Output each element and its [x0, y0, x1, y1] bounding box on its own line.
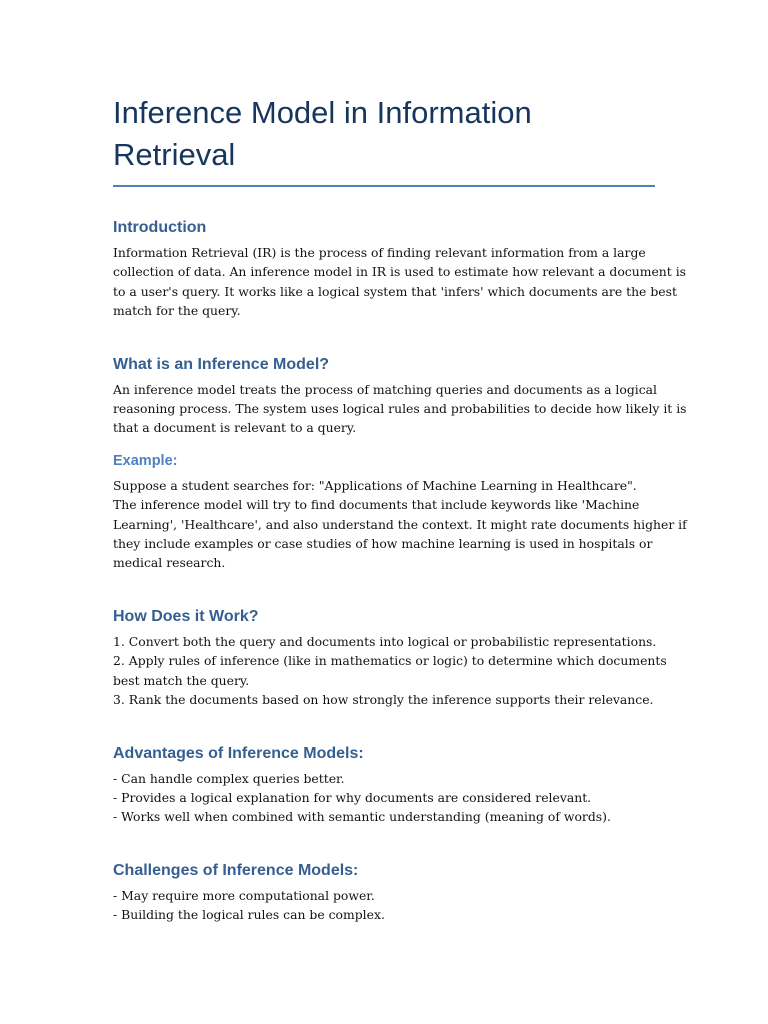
list-item: 3. Rank the documents based on how strongly the inference supports their relevance.	[113, 692, 654, 708]
advantages-list	[113, 769, 655, 827]
advantages-heading: Advantages of Inference Models:	[113, 744, 364, 762]
section-challenges	[113, 861, 655, 925]
text-line: Learning', 'Healthcare', and also understand the context. It might rate documents higher if	[113, 516, 687, 532]
section-advantages	[113, 744, 655, 827]
text-line: that a document is relevant to a query.	[113, 420, 357, 436]
text-line: collection of data. An inference model in IR is used to estimate how relevant a document is	[113, 264, 687, 280]
list-item: - Works well when combined with semantic understanding (meaning of words).	[113, 809, 611, 825]
section-how	[113, 607, 667, 710]
list-item: - Provides a logical explanation for why documents are considered relevant.	[113, 789, 592, 805]
example-paragraph	[113, 476, 687, 573]
how-heading: How Does it Work?	[113, 607, 259, 625]
list-item: 2. Apply rules of inference (like in mathematics or logic) to determine which documents	[113, 653, 667, 669]
list-item: best match the query.	[113, 672, 250, 688]
how-steps	[113, 632, 667, 710]
title-underline	[113, 185, 655, 187]
text-line: An inference model treats the process of matching queries and documents as a logical	[113, 381, 658, 397]
text-line: reasoning process. The system uses logical rules and probabilities to decide how likely it is	[113, 401, 687, 417]
text-line: Information Retrieval (IR) is the process of finding relevant information from a large	[113, 245, 646, 260]
list-item: - Building the logical rules can be complex.	[113, 907, 385, 923]
what-is-heading: What is an Inference Model?	[113, 355, 330, 373]
text-line: to a user's query. It works like a logical system that 'infers' which documents are the best	[113, 283, 677, 299]
list-item: - May require more computational power.	[113, 887, 375, 903]
challenges-heading: Challenges of Inference Models:	[113, 861, 359, 879]
introduction-heading: Introduction	[113, 219, 207, 236]
what-is-paragraph	[113, 380, 687, 438]
list-item: 1. Convert both the query and documents into logical or probabilistic representations.	[113, 633, 657, 649]
challenges-list	[113, 886, 655, 925]
section-example	[113, 451, 687, 573]
text-line: The inference model will try to find documents that include keywords like 'Machine	[113, 497, 640, 513]
text-line: Suppose a student searches for: "Applications of Machine Learning in Healthcare".	[113, 477, 637, 493]
document-title: Inference Model in Information Retrieval	[113, 95, 532, 172]
section-introduction	[113, 218, 687, 321]
introduction-paragraph	[113, 243, 687, 321]
list-item: - Can handle complex queries better.	[113, 770, 345, 786]
text-line: medical research.	[113, 555, 226, 571]
section-what-is	[113, 355, 687, 438]
text-line: match for the query.	[113, 303, 241, 319]
example-heading: Example:	[113, 452, 178, 469]
text-line: they include examples or case studies of how machine learning is used in hospitals or	[113, 536, 653, 552]
